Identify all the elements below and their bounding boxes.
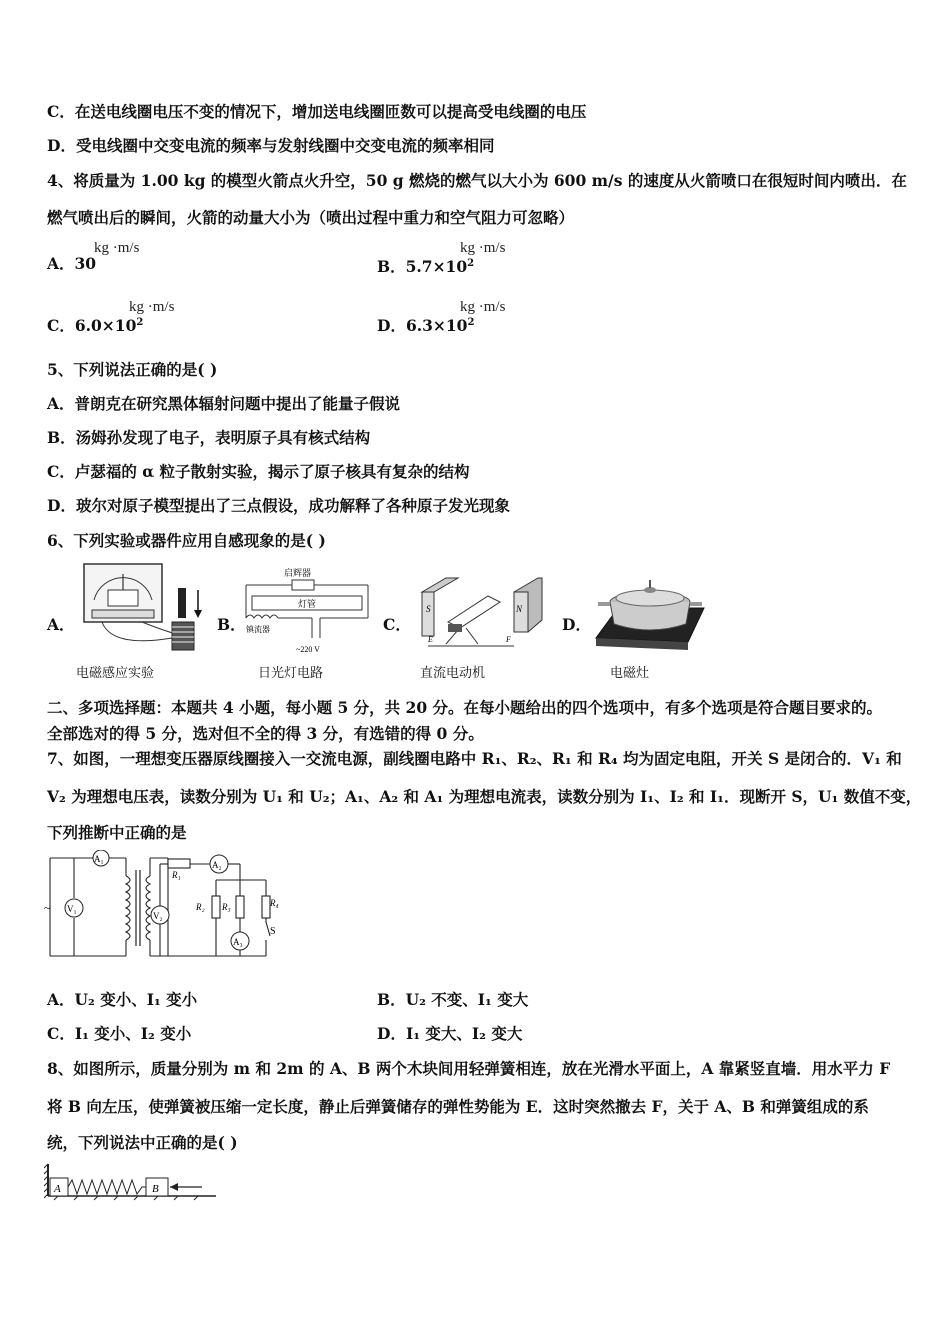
q3-option-d: D．受电线圈中交变电流的频率与发射线圈中交变电流的频率相同 [47,136,495,155]
ac-source-label: ~ [44,901,51,915]
q7-option-d: D．I₁ 变大、I₂ 变大 [377,1024,523,1043]
q5-option-c: C．卢瑟福的 α 粒子散射实验，揭示了原子核具有复杂的结构 [47,462,470,481]
r4-label: R₄ [270,898,279,908]
caption-c: 直流电动机 [420,666,486,681]
r2-label: R₂ [196,902,205,912]
q4-option-d: D．$6.3\times 10^2$ [377,316,475,336]
svg-text:E: E [428,635,433,644]
block-b-label: B [152,1183,159,1195]
ballast-label: 镇流器 [246,625,270,634]
section2-line2: 全部选对的得 5 分，选对但不全的得 3 分，有选错的得 0 分。 [47,724,484,743]
q7-option-a: A．U₂ 变小、I₁ 变小 [47,990,198,1009]
svg-text:S: S [426,604,431,614]
spring-blocks-figure [44,1162,219,1202]
q4-stem-line1: 4、将质量为 1.00 kg 的模型火箭点火升空，50 g 燃烧的燃气以大小为 600 m/s 的速度从火箭喷口在很短时间内喷出．在 [47,171,907,190]
switch-s-label: S [270,926,276,937]
caption-b: 日光灯电路 [258,666,324,681]
svg-text:F: F [506,635,511,644]
induction-cooker-figure [588,568,708,658]
ammeter-a1-label: A₁ [94,854,104,864]
q5-option-a: A．普朗克在研究黑体辐射问题中提出了能量子假说 [47,394,401,413]
q4-option-c-unit: kg ·m/s [129,299,175,315]
q6-option-a-label: A． [47,615,75,634]
q4-option-c: C．$6.0\times 10^2$ [47,316,144,336]
q6-stem: 6、下列实验或器件应用自感现象的是( ) [47,531,326,550]
ammeter-a3-label: A₃ [233,937,243,947]
starter-label: 启辉器 [284,568,312,578]
r1-label: R₁ [172,870,181,880]
induction-experiment-figure [72,560,207,660]
q7-stem-line1: 7、如图，一理想变压器原线圈接入一交流电源，副线圈电路中 R₁、R₂、R₁ 和 R₄ 均为固定电阻，开关 S 是闭合的．V₁ 和 [47,749,902,768]
transformer-circuit-figure [44,850,284,962]
dc-motor-figure [418,572,548,662]
q7-option-c: C．I₁ 变小、I₂ 变小 [47,1024,192,1043]
q7-stem-line2: V₂ 为理想电压表，读数分别为 U₁ 和 U₂；A₁、A₂ 和 A₁ 为理想电流表，读数分别为 I₁、I₂ 和 I₁．现断开 S，U₁ 数值不变， [47,787,922,806]
voltmeter-v2-label: V₂ [153,911,163,921]
ammeter-a2-label: A₂ [212,860,222,870]
caption-d: 电磁灶 [610,666,650,681]
q7-option-b: B．U₂ 不变、I₁ 变大 [377,990,529,1009]
q8-stem-line3: 统，下列说法中正确的是( ) [47,1133,238,1152]
q6-option-d-label: D． [562,615,591,634]
q4-stem-line2: 燃气喷出后的瞬间，火箭的动量大小为（喷出过程中重力和空气阻力可忽略） [47,208,575,227]
voltage-label: ~220 V [296,645,320,654]
section2-line1: 二、多项选择题：本题共 4 小题，每小题 5 分，共 20 分。在每小题给出的四个选项中，有多个选项是符合题目要求的。 [47,698,883,717]
r3-label: R₃ [222,902,231,912]
q4-option-a-unit: kg ·m/s [94,240,140,256]
q7-stem-line3: 下列推断中正确的是 [47,823,187,842]
block-a-label: A [54,1183,61,1195]
voltmeter-v1-label: V₁ [67,904,77,914]
q3-option-c: C．在送电线圈电压不变的情况下，增加送电线圈匝数可以提高受电线圈的电压 [47,102,587,121]
q4-option-a: A．30 [47,254,97,273]
q8-stem-line2: 将 B 向左压，使弹簧被压缩一定长度，静止后弹簧储存的弹性势能为 E．这时突然撤去 F，关于 A、B 和弹簧组成的系 [47,1097,869,1116]
tube-label: 灯管 [298,599,317,609]
q8-stem-line1: 8、如图所示，质量分别为 m 和 2m 的 A、B 两个木块间用轻弹簧相连，放在光滑水平面上，A 靠紧竖直墙．用水平力 F [47,1059,891,1078]
caption-a: 电磁感应实验 [76,666,155,681]
svg-text:N: N [516,604,523,614]
q5-option-d: D．玻尔对原子模型提出了三点假设，成功解释了各种原子发光现象 [47,496,510,515]
q5-option-b: B．汤姆孙发现了电子，表明原子具有核式结构 [47,428,371,447]
fluorescent-lamp-circuit-figure [240,566,375,660]
q6-option-b-label: B． [217,615,246,634]
q5-stem: 5、下列说法正确的是( ) [47,360,218,379]
q6-option-c-label: C． [383,615,411,634]
q4-option-b: B．$5.7\times 10^2$ [377,257,475,277]
q4-option-b-unit: kg ·m/s [460,240,506,256]
q4-option-d-unit: kg ·m/s [460,299,506,315]
